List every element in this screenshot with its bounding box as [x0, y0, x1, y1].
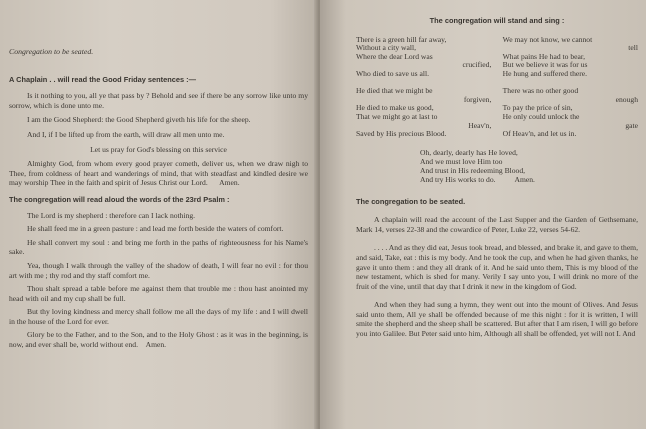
- hymn-line: Without a city wall,: [356, 43, 417, 53]
- refrain-line: And try His works to do. Amen.: [420, 175, 535, 185]
- reading-passage-1: . . . . And as they did eat, Jesus took bread, and blessed, and brake it, and gave to them, and said, Take, eat : this is my body. And he took the cup, and when he had given thanks, he gave it unto them : and they all drank of it. And he said unto them, This is my blood of the new testament, which is shed for many. Verily I say unto you, I will drink no more of the fruit of the vine, until that day that I drink it new in the kingdom of God.: [356, 243, 638, 291]
- hymn-line: Where the dear Lord was: [356, 51, 433, 61]
- psalm-verse-7: Glory be to the Father, and to the Son, and to the Holy Ghost : as it was in the beginning, is now, and ever shall be, world without end. Amen.: [9, 330, 308, 350]
- seated-heading-right: The congregation to be seated.: [356, 196, 466, 206]
- hymn-verses: [356, 36, 638, 139]
- hymn-line: There was no other good: [502, 86, 579, 96]
- sentence-1: Is it nothing to you, all ye that pass by ? Behold and see if there be any sorrow like unto my sorrow, which is done unto me.: [9, 91, 308, 110]
- prayer-text: Almighty God, from whom every good prayer cometh, deliver us, when we draw nigh to Thee, from coldness of heart and wanderings of mind, that with steadfast and kindled desire we may worship Thee in the faith and spirit of Jesus Christ our Lord. Amen.: [9, 159, 308, 188]
- seated-heading: Congregation to be seated.: [9, 47, 94, 56]
- reading-passage-2: And when they had sung a hymn, they went out into the mount of Olives. And Jesus said unto them, All ye shall be offended because of me this night : for it is written, I will smite the shepherd and the sheep shall be scattered. But after that I am risen, I will go before you into Galilee. But Peter said unto him, Although all shall be offended, yet will not I. And: [356, 300, 638, 339]
- hymn-line: He died to make us good,: [356, 103, 434, 113]
- chaplain-reading-note: A chaplain will read the account of the Last Supper and the Garden of Gethsemane, Mark 14, verses 22-38 and the cowardice of Peter, Luke 22, verses 54-62.: [356, 215, 638, 234]
- sentence-2: I am the Good Shepherd: the Good Shepherd giveth his life for the sheep.: [27, 115, 251, 125]
- hymn-line: Heav'n,: [468, 120, 492, 130]
- left-page: [0, 0, 318, 429]
- refrain-line: And trust in His redeeming Blood,: [420, 166, 526, 176]
- refrain-line: And we must love Him too: [420, 156, 503, 166]
- sentence-3: And I, if I be lifted up from the earth, will draw all men unto me.: [27, 129, 225, 139]
- hymn-line: gate: [625, 120, 638, 130]
- psalm-verse-4: Yea, though I walk through the valley of the shadow of death, I will fear no evil : for thou art with me ; thy rod and thy staff comfort me.: [9, 260, 308, 280]
- hymn-line: Of Heav'n, and let us in.: [502, 129, 577, 139]
- psalm-verse-6: But thy loving kindness and mercy shall follow me all the days of my life : and I will dwell in the house of the Lord for ever.: [9, 307, 308, 326]
- refrain-amen: Amen.: [514, 175, 535, 185]
- prayer-amen: Amen.: [219, 178, 240, 188]
- psalm-verse-2: He shall feed me in a green pasture : and lead me forth beside the waters of comfort.: [27, 224, 284, 234]
- hymn-line: forgiven,: [463, 94, 492, 104]
- refrain-line: Oh, dearly, dearly has He loved,: [420, 147, 518, 157]
- psalm-amen: Amen.: [145, 340, 167, 350]
- hymn-left-column: [356, 36, 491, 139]
- psalm-verse-3: He shall convert my soul : and bring me forth in the paths of righteousness for his Name's sake.: [9, 237, 308, 257]
- psalm-heading: The congregation will read aloud the words of the 23rd Psalm :: [9, 194, 230, 204]
- pray-line: Let us pray for God's blessing on this service: [90, 144, 227, 154]
- hymn-line: enough: [615, 94, 638, 104]
- hymn-line: He died that we might be: [356, 86, 433, 96]
- hymn-line: tell: [628, 43, 638, 53]
- hymn-line: He hung and suffered there.: [502, 68, 588, 78]
- hymn-line: Saved by His precious Blood.: [356, 129, 447, 139]
- hymn-line: Who died to save us all.: [356, 68, 429, 78]
- hymn-right-column: [503, 36, 638, 139]
- psalm-verse-1: The Lord is my shepherd : therefore can I lack nothing.: [27, 210, 196, 220]
- hymn-line: crucified,: [462, 60, 492, 70]
- hymn-line: To pay the price of sin,: [502, 103, 573, 113]
- hymn-line: That we might go at last to: [356, 111, 438, 121]
- hymn-refrain: [420, 148, 638, 185]
- hymn-line: But we believe it was for us: [502, 60, 588, 70]
- right-page: [320, 0, 646, 429]
- stand-heading: The congregation will stand and sing :: [429, 16, 565, 25]
- hymn-line: We may not know, we cannot: [502, 34, 593, 44]
- hymn-line: He only could unlock the: [502, 111, 580, 121]
- hymn-line: There is a green hill far away,: [356, 34, 447, 44]
- chaplain-heading: A Chaplain . . will read the Good Friday sentences :—: [9, 74, 196, 84]
- psalm-verse-5: Thou shalt spread a table before me against them that trouble me : thou hast anointed my head with oil and my cup shall be full.: [9, 284, 308, 303]
- hymn-line: What pains He had to bear,: [502, 51, 585, 61]
